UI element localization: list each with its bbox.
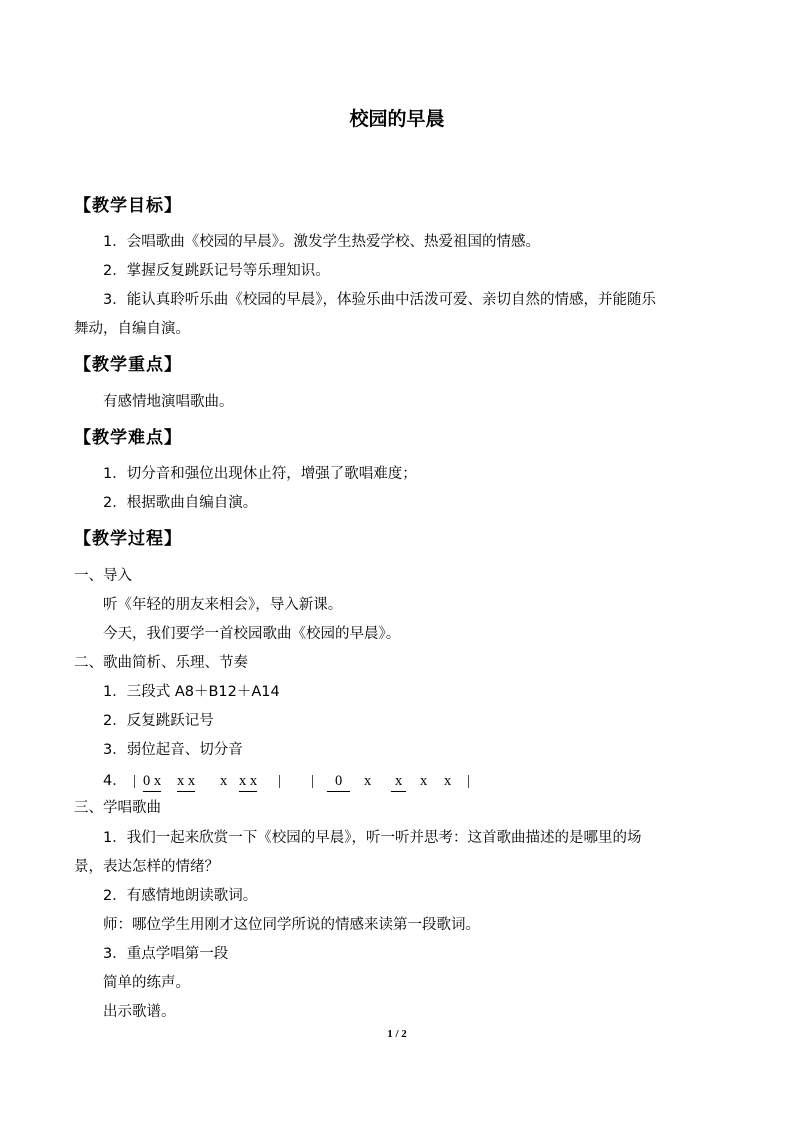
rhythm-barline: | bbox=[311, 773, 314, 789]
rhythm-note: 0 bbox=[327, 771, 350, 792]
rhythm-note: x bbox=[420, 773, 428, 789]
part3-line: 简单的练声。 bbox=[103, 975, 190, 991]
focus-item: 有感情地演唱歌曲。 bbox=[103, 394, 234, 410]
part3-line: 出示歌谱。 bbox=[103, 1004, 176, 1020]
rhythm-barline: | bbox=[133, 773, 136, 789]
difficulty-item: 1．切分音和强位出现休止符，增强了歌唱难度； bbox=[103, 466, 417, 482]
focus-heading: 【教学重点】 bbox=[74, 355, 182, 375]
rhythm-note: x bbox=[391, 771, 406, 792]
difficulty-heading: 【教学难点】 bbox=[74, 428, 182, 448]
part1-line: 听《年轻的朋友来相会》，导入新课。 bbox=[103, 597, 343, 613]
part2-title: 二、歌曲简析、乐理、节奏 bbox=[74, 655, 248, 671]
rhythm-note: x bbox=[444, 773, 452, 789]
part3-line: 3．重点学唱第一段 bbox=[103, 946, 229, 962]
goals-item: 舞动，自编自演。 bbox=[74, 321, 190, 337]
part2-line: 1．三段式 A8＋B12＋A14 bbox=[103, 684, 280, 700]
part3-line: 景，表达怎样的情绪？ bbox=[74, 859, 219, 875]
rhythm-notation bbox=[103, 771, 523, 791]
rhythm-note: 0 x bbox=[143, 771, 161, 792]
goals-item: 3．能认真聆听乐曲《校园的早晨》，体验乐曲中活泼可爱、亲切自然的情感，并能随乐 bbox=[103, 292, 656, 308]
page-title: 校园的早晨 bbox=[349, 108, 445, 130]
rhythm-note: x bbox=[364, 773, 372, 789]
goals-heading: 【教学目标】 bbox=[74, 196, 182, 216]
part2-line: 3．弱位起音、切分音 bbox=[103, 742, 243, 758]
goals-item: 2．掌握反复跳跃记号等乐理知识。 bbox=[103, 263, 330, 279]
part2-line: 2．反复跳跃记号 bbox=[103, 713, 214, 729]
part3-line: 1．我们一起来欣赏一下《校园的早晨》，听一听并思考：这首歌曲描述的是哪里的场 bbox=[103, 830, 642, 846]
part1-title: 一、导入 bbox=[74, 568, 132, 584]
rhythm-note: x x bbox=[239, 771, 257, 792]
part3-title: 三、学唱歌曲 bbox=[74, 800, 161, 816]
part3-line: 2．有感情地朗读歌词。 bbox=[103, 888, 258, 904]
rhythm-label: 4． bbox=[103, 773, 127, 789]
page-number: 1 / 2 bbox=[387, 1028, 407, 1040]
part1-line: 今天，我们要学一首校园歌曲《校园的早晨》。 bbox=[103, 626, 401, 642]
rhythm-barline: | bbox=[467, 773, 470, 789]
part3-line: 师：哪位学生用刚才这位同学所说的情感来读第一段歌词。 bbox=[103, 917, 480, 933]
process-heading: 【教学过程】 bbox=[74, 529, 182, 549]
rhythm-note: x bbox=[220, 773, 228, 789]
difficulty-item: 2．根据歌曲自编自演。 bbox=[103, 495, 258, 511]
rhythm-barline: | bbox=[278, 773, 281, 789]
goals-item: 1．会唱歌曲《校园的早晨》。激发学生热爱学校、热爱祖国的情感。 bbox=[103, 234, 540, 250]
rhythm-note: x x bbox=[177, 771, 195, 792]
